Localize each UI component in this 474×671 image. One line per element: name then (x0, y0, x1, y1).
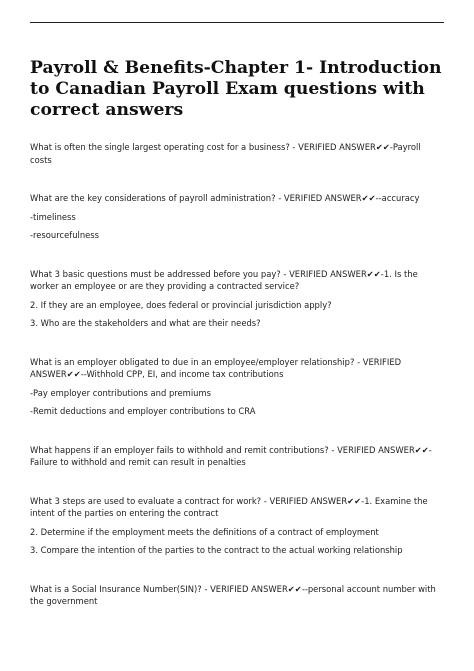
qa-block-2 (30, 192, 444, 242)
qa-answer-line: 3. Who are the stakeholders and what are their needs? (30, 318, 261, 328)
qa-answer-line: -timeliness (30, 211, 76, 222)
qa-question-answer: What 3 basic questions must be addressed before you pay? - VERIFIED ANSWER✔✔-1. Is the worker an employee or are they providing a contracted service? (30, 268, 418, 291)
qa-question-answer: What is a Social Insurance Number(SIN)? - VERIFIED ANSWER✔✔--personal account number with the government (30, 583, 436, 606)
qa-question-answer: What is often the single largest operating cost for a business? - VERIFIED ANSWER✔✔-Payroll costs (30, 142, 421, 165)
qa-question-answer: What happens if an employer fails to withhold and remit contributions? - VERIFIED ANSWER✔✔-Failure to withhold and remit can result in penalties (30, 444, 432, 467)
qa-answer-line: 3. Compare the intention of the parties to the contract to the actual working relationship (30, 545, 403, 555)
top-rule (30, 22, 444, 23)
qa-answer-line: 2. If they are an employee, does federal or provincial jurisdiction apply? (30, 299, 332, 310)
qa-question-answer: What is an employer obligated to due in an employee/employer relationship? - VERIFIED ANSWER✔✔--Withhold CPP, EI, and income tax contributions (30, 356, 402, 379)
qa-block-1 (30, 141, 444, 166)
document-title: Payroll & Benefits-Chapter 1- Introduction to Canadian Payroll Exam questions with correct answers (30, 58, 442, 120)
qa-question-answer: What 3 steps are used to evaluate a contract for work? - VERIFIED ANSWER✔✔-1. Examine the intent of the parties on entering the contract (30, 495, 428, 518)
qa-block-6 (30, 495, 444, 557)
qa-block-4 (30, 356, 444, 418)
qa-block-7 (30, 583, 444, 608)
qa-block-3 (30, 268, 444, 330)
qa-question-answer: What are the key considerations of payroll administration? - VERIFIED ANSWER✔✔--accuracy (30, 193, 420, 203)
qa-block-5 (30, 444, 444, 469)
qa-answer-line: -Pay employer contributions and premiums (30, 387, 211, 398)
qa-answer-line: -Remit deductions and employer contributions to CRA (30, 406, 256, 416)
qa-answer-line: 2. Determine if the employment meets the definitions of a contract of employment (30, 526, 379, 537)
document-body (30, 141, 444, 608)
qa-answer-line: -resourcefulness (30, 230, 100, 240)
